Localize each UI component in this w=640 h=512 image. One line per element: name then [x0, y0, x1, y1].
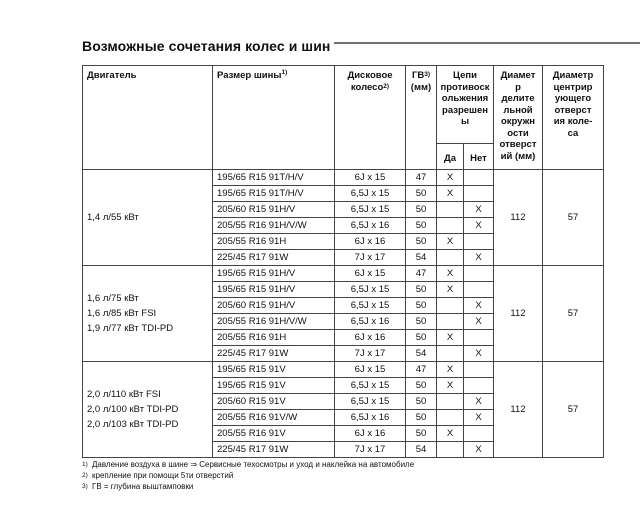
rim-cell: 6J x 15 [335, 170, 406, 186]
tire-size-cell: 195/65 R15 91V [213, 378, 335, 394]
gv-cell: 50 [406, 314, 437, 330]
gv-cell: 50 [406, 378, 437, 394]
gv-cell: 50 [406, 186, 437, 202]
rim-cell: 6J x 16 [335, 234, 406, 250]
header-chains-yes: Да [437, 144, 464, 170]
tire-combinations-table [82, 65, 604, 458]
engine-cell [83, 362, 213, 458]
rim-cell: 6,5J x 15 [335, 378, 406, 394]
rim-cell: 6,5J x 16 [335, 218, 406, 234]
header-pcd: Диамет р делите льной окружн ости отверст ий (мм) [494, 66, 543, 170]
engine-label: 1,4 л/55 кВт [87, 212, 139, 223]
center-bore-cell: 57 [543, 266, 604, 362]
tire-size-cell: 195/65 R15 91T/H/V [213, 170, 335, 186]
rim-cell: 6J x 15 [335, 266, 406, 282]
rim-cell: 6J x 16 [335, 426, 406, 442]
tire-size-cell: 195/65 R15 91H/V [213, 282, 335, 298]
gv-cell: 50 [406, 234, 437, 250]
chains-yes-cell [437, 298, 464, 314]
gv-cell: 50 [406, 298, 437, 314]
page-title: Возможные сочетания колес и шин [82, 38, 334, 54]
chains-yes-cell: X [437, 330, 464, 346]
gv-cell: 50 [406, 218, 437, 234]
chains-no-cell: X [464, 314, 494, 330]
gv-cell: 50 [406, 426, 437, 442]
engine-cell [83, 170, 213, 266]
header-gv-footnote: 3) [424, 71, 431, 78]
gv-cell: 47 [406, 266, 437, 282]
tire-size-cell: 205/55 R16 91V [213, 426, 335, 442]
chains-yes-cell [437, 250, 464, 266]
tire-size-cell: 205/55 R16 91H [213, 330, 335, 346]
header-gv: ГВ$^{3)}$ (мм) [406, 66, 437, 170]
table-row [83, 266, 604, 282]
gv-cell: 47 [406, 362, 437, 378]
tire-size-cell: 195/65 R15 91T/H/V [213, 186, 335, 202]
pcd-cell: 112 [494, 170, 543, 266]
footnote-2: 2) крепление при помощи 5ти отверстий [82, 471, 234, 480]
engine-cell [83, 266, 213, 362]
rim-cell: 6,5J x 15 [335, 298, 406, 314]
rim-cell: 6,5J x 15 [335, 186, 406, 202]
chains-yes-cell: X [437, 234, 464, 250]
rim-cell: 6J x 15 [335, 362, 406, 378]
table-body [83, 170, 604, 458]
table-row [83, 170, 604, 186]
tire-size-cell: 195/65 R15 91H/V [213, 266, 335, 282]
header-rim: Дисковое колесо$^{2)}$ [335, 66, 406, 170]
chains-no-cell: X [464, 346, 494, 362]
chains-no-cell: X [464, 394, 494, 410]
rim-cell: 7J x 17 [335, 442, 406, 458]
gv-cell: 50 [406, 282, 437, 298]
chains-no-cell [464, 234, 494, 250]
tire-size-cell: 205/60 R15 91H/V [213, 202, 335, 218]
tire-size-cell: 225/45 R17 91W [213, 442, 335, 458]
table-row [83, 362, 604, 378]
engine-label: 1,6 л/75 кВт [87, 293, 139, 304]
chains-yes-cell [437, 442, 464, 458]
footnotes [82, 459, 414, 492]
chains-no-cell [464, 378, 494, 394]
chains-no-cell [464, 266, 494, 282]
chains-yes-cell [437, 346, 464, 362]
chains-yes-cell [437, 410, 464, 426]
pcd-cell: 112 [494, 266, 543, 362]
header-tire-size: Размер шины$^{1)}$ [213, 66, 335, 170]
rim-cell: 7J x 17 [335, 346, 406, 362]
rim-cell: 6,5J x 15 [335, 202, 406, 218]
gv-cell: 50 [406, 410, 437, 426]
tire-size-cell: 225/45 R17 91W [213, 346, 335, 362]
rim-cell: 6,5J x 16 [335, 314, 406, 330]
chains-yes-cell: X [437, 186, 464, 202]
header-rim-footnote: 2) [383, 82, 390, 90]
header-tire-footnote: 1) [281, 69, 288, 76]
rim-cell: 7J x 17 [335, 250, 406, 266]
rim-cell: 6,5J x 15 [335, 282, 406, 298]
chains-yes-cell: X [437, 266, 464, 282]
chains-yes-cell [437, 314, 464, 330]
chains-no-cell [464, 282, 494, 298]
tire-size-cell: 205/55 R16 91H/V/W [213, 314, 335, 330]
gv-cell: 54 [406, 346, 437, 362]
chains-no-cell: X [464, 218, 494, 234]
chains-no-cell: X [464, 298, 494, 314]
chains-no-cell: X [464, 442, 494, 458]
center-bore-cell: 57 [543, 170, 604, 266]
center-bore-cell: 57 [543, 362, 604, 458]
tire-size-cell: 205/60 R15 91V [213, 394, 335, 410]
chains-yes-cell [437, 218, 464, 234]
header-center-bore: Диаметр центрир ующего отверст ия коле- са [543, 66, 604, 170]
tire-size-cell: 195/65 R15 91V [213, 362, 335, 378]
chains-yes-cell: X [437, 378, 464, 394]
chains-no-cell [464, 186, 494, 202]
header-chains-no: Нет [464, 144, 494, 170]
chains-no-cell [464, 362, 494, 378]
chains-no-cell: X [464, 202, 494, 218]
chains-no-cell [464, 170, 494, 186]
rim-cell: 6J x 16 [335, 330, 406, 346]
gv-cell: 50 [406, 202, 437, 218]
footnote-3: 3) ГВ = глубина выштамповки [82, 482, 194, 491]
chains-yes-cell: X [437, 170, 464, 186]
gv-cell: 54 [406, 442, 437, 458]
rim-cell: 6,5J x 16 [335, 410, 406, 426]
chains-no-cell: X [464, 250, 494, 266]
chains-yes-cell: X [437, 362, 464, 378]
tire-size-cell: 225/45 R17 91W [213, 250, 335, 266]
chains-no-cell [464, 330, 494, 346]
gv-cell: 47 [406, 170, 437, 186]
tire-size-cell: 205/55 R16 91V/W [213, 410, 335, 426]
engine-label: 2,0 л/103 кВт TDI-PD [87, 419, 179, 430]
tire-size-cell: 205/55 R16 91H [213, 234, 335, 250]
chains-yes-cell: X [437, 282, 464, 298]
pcd-cell: 112 [494, 362, 543, 458]
chains-yes-cell: X [437, 426, 464, 442]
tire-size-cell: 205/55 R16 91H/V/W [213, 218, 335, 234]
header-engine: Двигатель [83, 66, 213, 170]
gv-cell: 54 [406, 250, 437, 266]
rim-cell: 6,5J x 15 [335, 394, 406, 410]
engine-label: 2,0 л/100 кВт TDI-PD [87, 404, 179, 415]
chains-yes-cell [437, 394, 464, 410]
engine-label: 1,6 л/85 кВт FSI [87, 308, 157, 319]
header-chains: Цепи противоск ольжения разрешен ы [437, 66, 494, 144]
chains-no-cell: X [464, 410, 494, 426]
engine-label: 2,0 л/110 кВт FSI [87, 389, 161, 400]
footnote-1: 1) Давление воздуха в шине ⇒ Сервисные техосмотры и уход и наклейка на автомобиле [82, 460, 415, 469]
gv-cell: 50 [406, 330, 437, 346]
gv-cell: 50 [406, 394, 437, 410]
tire-size-cell: 205/60 R15 91H/V [213, 298, 335, 314]
chains-yes-cell [437, 202, 464, 218]
chains-no-cell [464, 426, 494, 442]
engine-label: 1,9 л/77 кВт TDI-PD [87, 323, 174, 334]
